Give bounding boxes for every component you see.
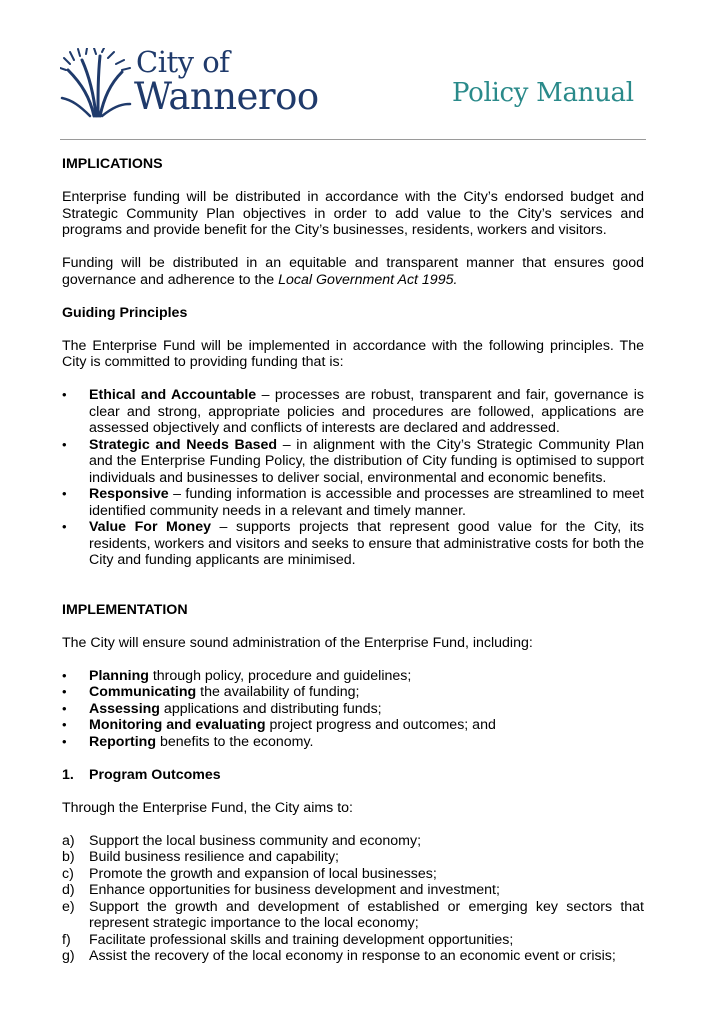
bullet: • bbox=[62, 684, 67, 699]
implementation-list bbox=[62, 668, 644, 751]
bullet: • bbox=[62, 733, 67, 749]
bullet: • bbox=[62, 667, 67, 683]
list-item: f) Facilitate professional skills and training development opportunities; bbox=[62, 931, 514, 948]
program-outcomes-heading bbox=[62, 767, 644, 784]
section-number: 1. bbox=[62, 766, 74, 783]
bullet: • bbox=[62, 717, 67, 732]
program-outcomes-intro: Through the Enterprise Fund, the City aims to: bbox=[62, 799, 353, 816]
city-logo bbox=[60, 45, 330, 128]
list-item: • Monitoring and evaluating project progress and outcomes; and bbox=[62, 717, 496, 733]
list-item: g) Assist the recovery of the local economy in response to an economic event or crisis; bbox=[62, 948, 616, 964]
list-item: d) Enhance opportunities for business development and investment; bbox=[62, 882, 500, 898]
guiding-principles-heading: Guiding Principles bbox=[62, 304, 188, 321]
outcomes-list bbox=[62, 833, 644, 965]
section-title: Program Outcomes bbox=[89, 766, 221, 783]
list-item: b) Build business resilience and capability; bbox=[62, 849, 339, 865]
list-item: e) Support the growth and development of established or emerging key sectors that represent strategic importance to the local economy; bbox=[62, 898, 644, 931]
act-reference: Local Government Act 1995. bbox=[278, 271, 458, 288]
list-item: • Strategic and Needs Based – in alignment with the City’s Strategic Community Plan and the Enterprise Funding Policy, the distribution of City funding is optimised to support individuals and businesses to deliver social, environmental and economic benefits. bbox=[62, 436, 644, 486]
policy-manual-title: Policy Manual bbox=[452, 78, 634, 108]
bullet: • bbox=[62, 486, 67, 501]
list-item: • Communicating the availability of funding; bbox=[62, 684, 360, 700]
bullet: • bbox=[62, 519, 67, 534]
list-item: • Ethical and Accountable – processes are robust, transparent and fair, governance is clear and strong, appropriate policies and procedures are followed, applications are assessed objectively and conflicts of interests are declared and addressed. bbox=[62, 387, 644, 436]
header-divider bbox=[60, 139, 646, 140]
list-item: • Responsive – funding information is accessible and processes are streamlined to meet identified community needs in a relevant and timely manner. bbox=[62, 486, 644, 519]
page-header bbox=[0, 0, 705, 140]
guiding-principles-intro: The Enterprise Fund will be implemented in accordance with the following principles. The City is committed to providing funding that is: bbox=[62, 337, 644, 370]
implementation-heading: IMPLEMENTATION bbox=[62, 601, 188, 618]
implications-heading: IMPLICATIONS bbox=[62, 156, 163, 172]
list-item: a) Support the local business community and economy; bbox=[62, 832, 422, 849]
bullet: • bbox=[62, 387, 67, 402]
implications-paragraph-2 bbox=[62, 255, 644, 288]
grass-tree-icon bbox=[60, 48, 132, 120]
principles-list bbox=[62, 387, 644, 569]
implications-paragraph-1: Enterprise funding will be distributed in accordance with the City’s endorsed budget and Strategic Community Plan objectives in order to add value to the City’s services and programs and provide benefit for the City’s businesses, residents, workers and visitors. bbox=[62, 189, 644, 238]
logo-text-city-of: City of bbox=[136, 45, 230, 79]
list-item: • Assessing applications and distributing funds; bbox=[62, 700, 382, 717]
bullet: • bbox=[62, 436, 67, 452]
list-item: • Reporting benefits to the economy. bbox=[62, 733, 314, 750]
list-item: c) Promote the growth and expansion of local businesses; bbox=[62, 865, 437, 882]
para2-text: Funding will be distributed in an equitable and transparent manner that ensures good governance and adherence to the bbox=[62, 255, 644, 288]
bullet: • bbox=[62, 700, 67, 716]
logo-text-wanneroo: Wanneroo bbox=[134, 75, 319, 118]
list-item: • Value For Money – supports projects that represent good value for the City, its residents, workers and visitors and seeks to ensure that administrative costs for both the City and funding applicants are minimised. bbox=[62, 519, 644, 568]
list-item: • Planning through policy, procedure and guidelines; bbox=[62, 667, 412, 684]
document-body bbox=[62, 156, 644, 965]
implementation-intro: The City will ensure sound administration of the Enterprise Fund, including: bbox=[62, 634, 533, 651]
